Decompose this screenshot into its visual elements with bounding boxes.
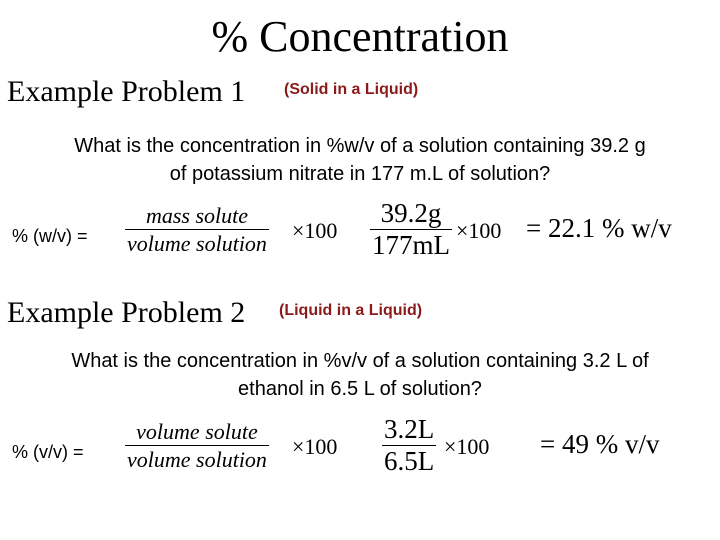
problem2-formula-fraction (125, 418, 269, 473)
problem2-result: = 49 % v/v (540, 429, 660, 459)
problem2-heading: Example Problem 2 (7, 296, 246, 329)
problem2-question-line2: ethanol in 6.5 L of solution? (238, 378, 482, 400)
problem2-formula-denominator: volume solution (127, 447, 267, 472)
page-title: % Concentration (211, 12, 509, 61)
problem1-calc-fraction (370, 198, 452, 261)
problem1-question-line2: of potassium nitrate in 177 m.L of solution? (169, 163, 551, 185)
problem1-lhs: % (w/v) = (12, 226, 88, 246)
problem1-tag: (Solid in a Liquid) (284, 81, 419, 98)
problem2-formula-numerator: volume solute (136, 419, 258, 444)
problem2-calc-times: ×100 (444, 434, 490, 459)
problem1-heading: Example Problem 1 (7, 75, 246, 108)
problem1-formula-fraction (125, 202, 269, 257)
problem1-formula-times: ×100 (292, 218, 338, 243)
problem1-calc-times: ×100 (456, 218, 502, 243)
problem1-formula-numerator: mass solute (145, 203, 248, 228)
problem2-formula-times: ×100 (292, 434, 338, 459)
problem1-result: = 22.1 % w/v (526, 213, 672, 243)
problem2-calc-fraction (382, 414, 436, 477)
problem1-question-line1: What is the concentration in %w/v of a solution containing 39.2 g (74, 135, 646, 157)
problem2-lhs: % (v/v) = (12, 442, 84, 462)
problem2-calc-numerator: 3.2L (384, 414, 435, 444)
problem1-formula-denominator: volume solution (127, 231, 267, 256)
problem1-calc-numerator: 39.2g (380, 198, 442, 228)
problem2-tag: (Liquid in a Liquid) (279, 302, 423, 319)
problem2-calc-denominator: 6.5L (384, 446, 435, 476)
problem1-calc-denominator: 177mL (372, 230, 450, 260)
problem2-question-line1: What is the concentration in %v/v of a solution containing 3.2 L of (71, 350, 649, 372)
